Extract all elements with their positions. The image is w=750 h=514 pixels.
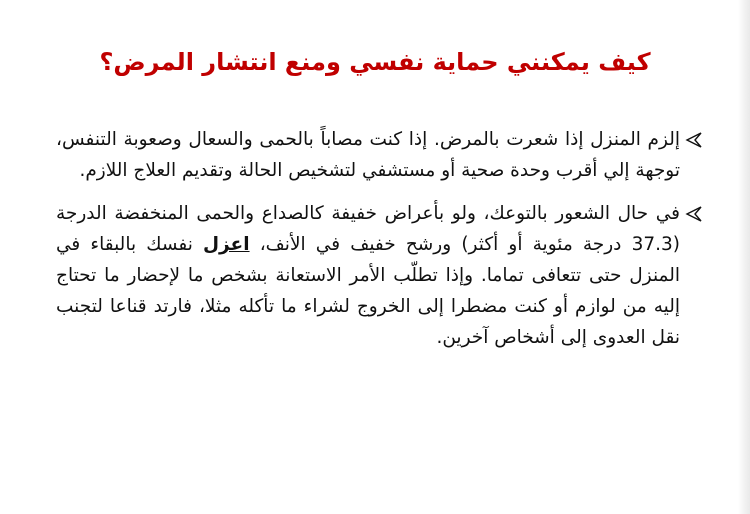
bullet-item-1 xyxy=(56,124,704,186)
arrow-bullet-icon xyxy=(684,132,704,148)
bullet-list xyxy=(56,124,704,365)
bullet-text-1: إلزم المنزل إذا شعرت بالمرض. إذا كنت مصاباً بالحمى والسعال وصعوبة التنفس، توجهة إلي أقرب وحدة صحية أو مستشفي لتشخيص الحالة وتقديم العلاج اللازم. xyxy=(56,129,680,181)
document-title: كيف يمكنني حماية نفسي ومنع انتشار المرض؟ xyxy=(99,48,651,76)
bullet-text-2b: نفسك بالبقاء في المنزل حتى تتعافى تماما. وإذا تطلّب الأمر الاستعانة بشخص ما لإحضار ما تحتاج إليه من لوازم أو كنت مضطرا إلى الخروج لشراء ما تأكله مثلا، فارتد قناعا لتجنب نقل العدوى إلى أشخاص آخرين. xyxy=(56,234,680,348)
bullet-item-2 xyxy=(56,198,704,353)
bullet-text-2a: في حال الشعور بالتوعك، ولو بأعراض خفيفة كالصداع والحمى المنخفضة الدرجة (37.3 درجة مئوية أو أكثر) ورشح خفيف في الأنف، xyxy=(56,203,680,255)
arrow-bullet-icon xyxy=(684,206,704,222)
isolate-keyword: اعزل xyxy=(203,234,250,255)
